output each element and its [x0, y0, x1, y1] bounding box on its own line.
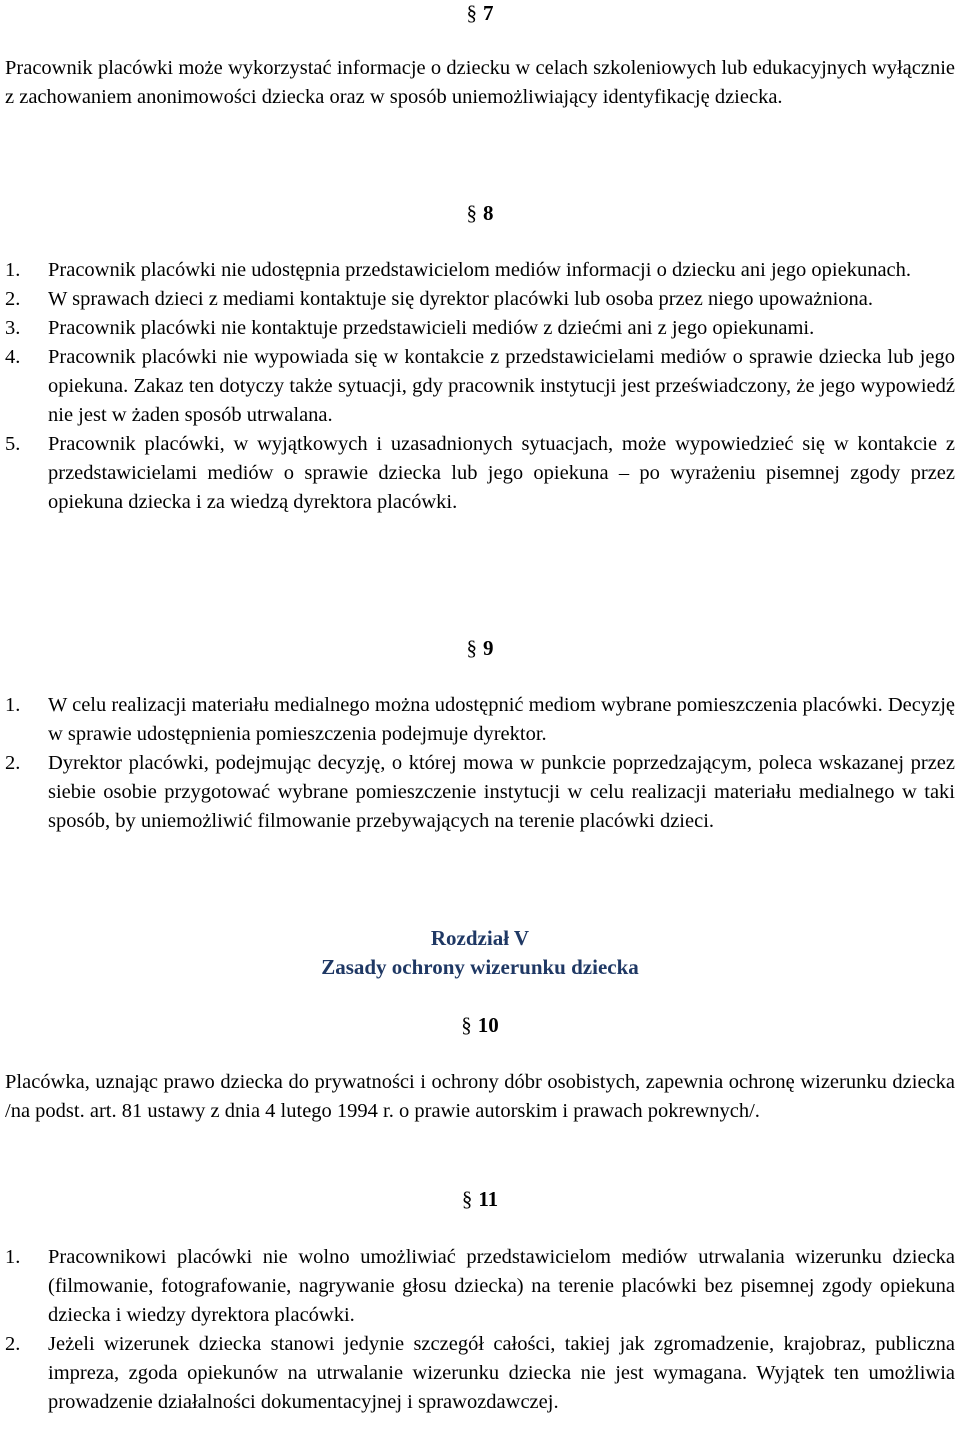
item-text: Pracownik placówki nie wypowiada się w kontakcie z przedstawicielami mediów o sprawie dziecka lub jego opiekuna. Zakaz ten dotyczy także sytuacji, gdy pracownik instytucji jest przeświadczony, że jego wypowiedź nie jest w żaden sposób utrwalana.	[48, 346, 955, 426]
item-text: Pracownik placówki nie udostępnia przedstawicielom mediów informacji o dziecku ani jego opiekunach.	[48, 259, 912, 281]
item-text: Dyrektor placówki, podejmując decyzję, o której mowa w punkcie poprzedzającym, poleca wskazanej przez siebie osobie przygotować wybrane pomieszczenie instytucji w celu realizacji materiału medialnego w taki sposób, by uniemożliwić filmowanie przebywających na terenie placówki dzieci.	[48, 752, 955, 832]
item-number: 2.	[5, 288, 21, 310]
item-text: Pracownik placówki, w wyjątkowych i uzasadnionych sytuacjach, może wypowiedzieć się w kontakcie z przedstawicielami mediów o sprawie dziecka lub jego opiekuna – po wyrażeniu pisemnej zgody przez opiekuna dziecka i za wiedzą dyrektora placówki.	[48, 433, 955, 513]
item-text: W sprawach dzieci z mediami kontaktuje się dyrektor placówki lub osoba przez niego upoważniona.	[48, 288, 874, 310]
section-number: 8	[483, 201, 494, 225]
list-item	[5, 1330, 955, 1417]
section-10-heading	[0, 1011, 960, 1040]
section-9-heading	[0, 634, 960, 663]
item-number: 1.	[5, 259, 21, 281]
section-number: 9	[483, 636, 494, 660]
section-sign: §	[461, 1013, 472, 1037]
list-item	[5, 1243, 955, 1330]
section-sign: §	[466, 1, 477, 25]
list-item	[5, 285, 955, 314]
list-item	[5, 430, 955, 517]
section-11-list	[5, 1243, 955, 1417]
section-7-text: Pracownik placówki może wykorzystać informacje o dziecku w celach szkoleniowych lub edukacyjnych wyłącznie z zachowaniem anonimowości dziecka oraz w sposób uniemożliwiający identyfikację dziecka.	[5, 57, 955, 108]
chapter-title: Zasady ochrony wizerunku dziecka	[321, 955, 639, 979]
item-text: W celu realizacji materiału medialnego można udostępnić mediom wybrane pomieszczenia placówki. Decyzję w sprawie udostępnienia pomieszczenia podejmuje dyrektor.	[48, 694, 955, 745]
section-11-heading	[0, 1185, 960, 1214]
item-number: 3.	[5, 317, 21, 339]
item-text: Pracownikowi placówki nie wolno umożliwiać przedstawicielom mediów utrwalania wizerunku dziecka (filmowanie, fotografowanie, nagrywanie głosu dziecka) na terenie placówki bez pisemnej zgody opiekuna dziecka i wiedzy dyrektora placówki.	[48, 1246, 955, 1326]
item-number: 5.	[5, 433, 21, 455]
item-text: Jeżeli wizerunek dziecka stanowi jedynie szczegół całości, takiej jak zgromadzenie, krajobraz, publiczna impreza, zgoda opiekunów na utrwalanie wizerunku dziecka nie jest wymagana. Wyjątek ten umożliwia prowadzenie działalności dokumentacyjnej i sprawozdawczej.	[48, 1333, 955, 1413]
item-number: 4.	[5, 346, 21, 368]
section-10-text: Placówka, uznając prawo dziecka do prywatności i ochrony dóbr osobistych, zapewnia ochronę wizerunku dziecka /na podst. art. 81 ustawy z dnia 4 lutego 1994 r. o prawie autorskim i prawach pokrewnych/.	[5, 1071, 955, 1122]
section-number: 11	[478, 1187, 499, 1211]
section-8-heading	[0, 199, 960, 228]
section-7-heading	[0, 0, 960, 28]
section-sign: §	[466, 636, 477, 660]
list-item	[5, 343, 955, 430]
list-item	[5, 749, 955, 836]
section-sign: §	[461, 1187, 473, 1211]
section-number: 7	[483, 1, 494, 25]
chapter-label: Rozdział V	[430, 926, 530, 950]
section-8-list	[5, 256, 955, 517]
item-text: Pracownik placówki nie kontaktuje przedstawicieli mediów z dziećmi ani z jego opiekunami.	[48, 317, 815, 339]
section-number: 10	[477, 1013, 499, 1037]
item-number: 2.	[5, 1333, 21, 1355]
section-sign: §	[466, 201, 477, 225]
item-number: 2.	[5, 752, 21, 774]
section-9-list	[5, 691, 955, 836]
list-item	[5, 691, 955, 749]
list-item	[5, 256, 955, 285]
item-number: 1.	[5, 1246, 21, 1268]
list-item	[5, 314, 955, 343]
item-number: 1.	[5, 694, 21, 716]
